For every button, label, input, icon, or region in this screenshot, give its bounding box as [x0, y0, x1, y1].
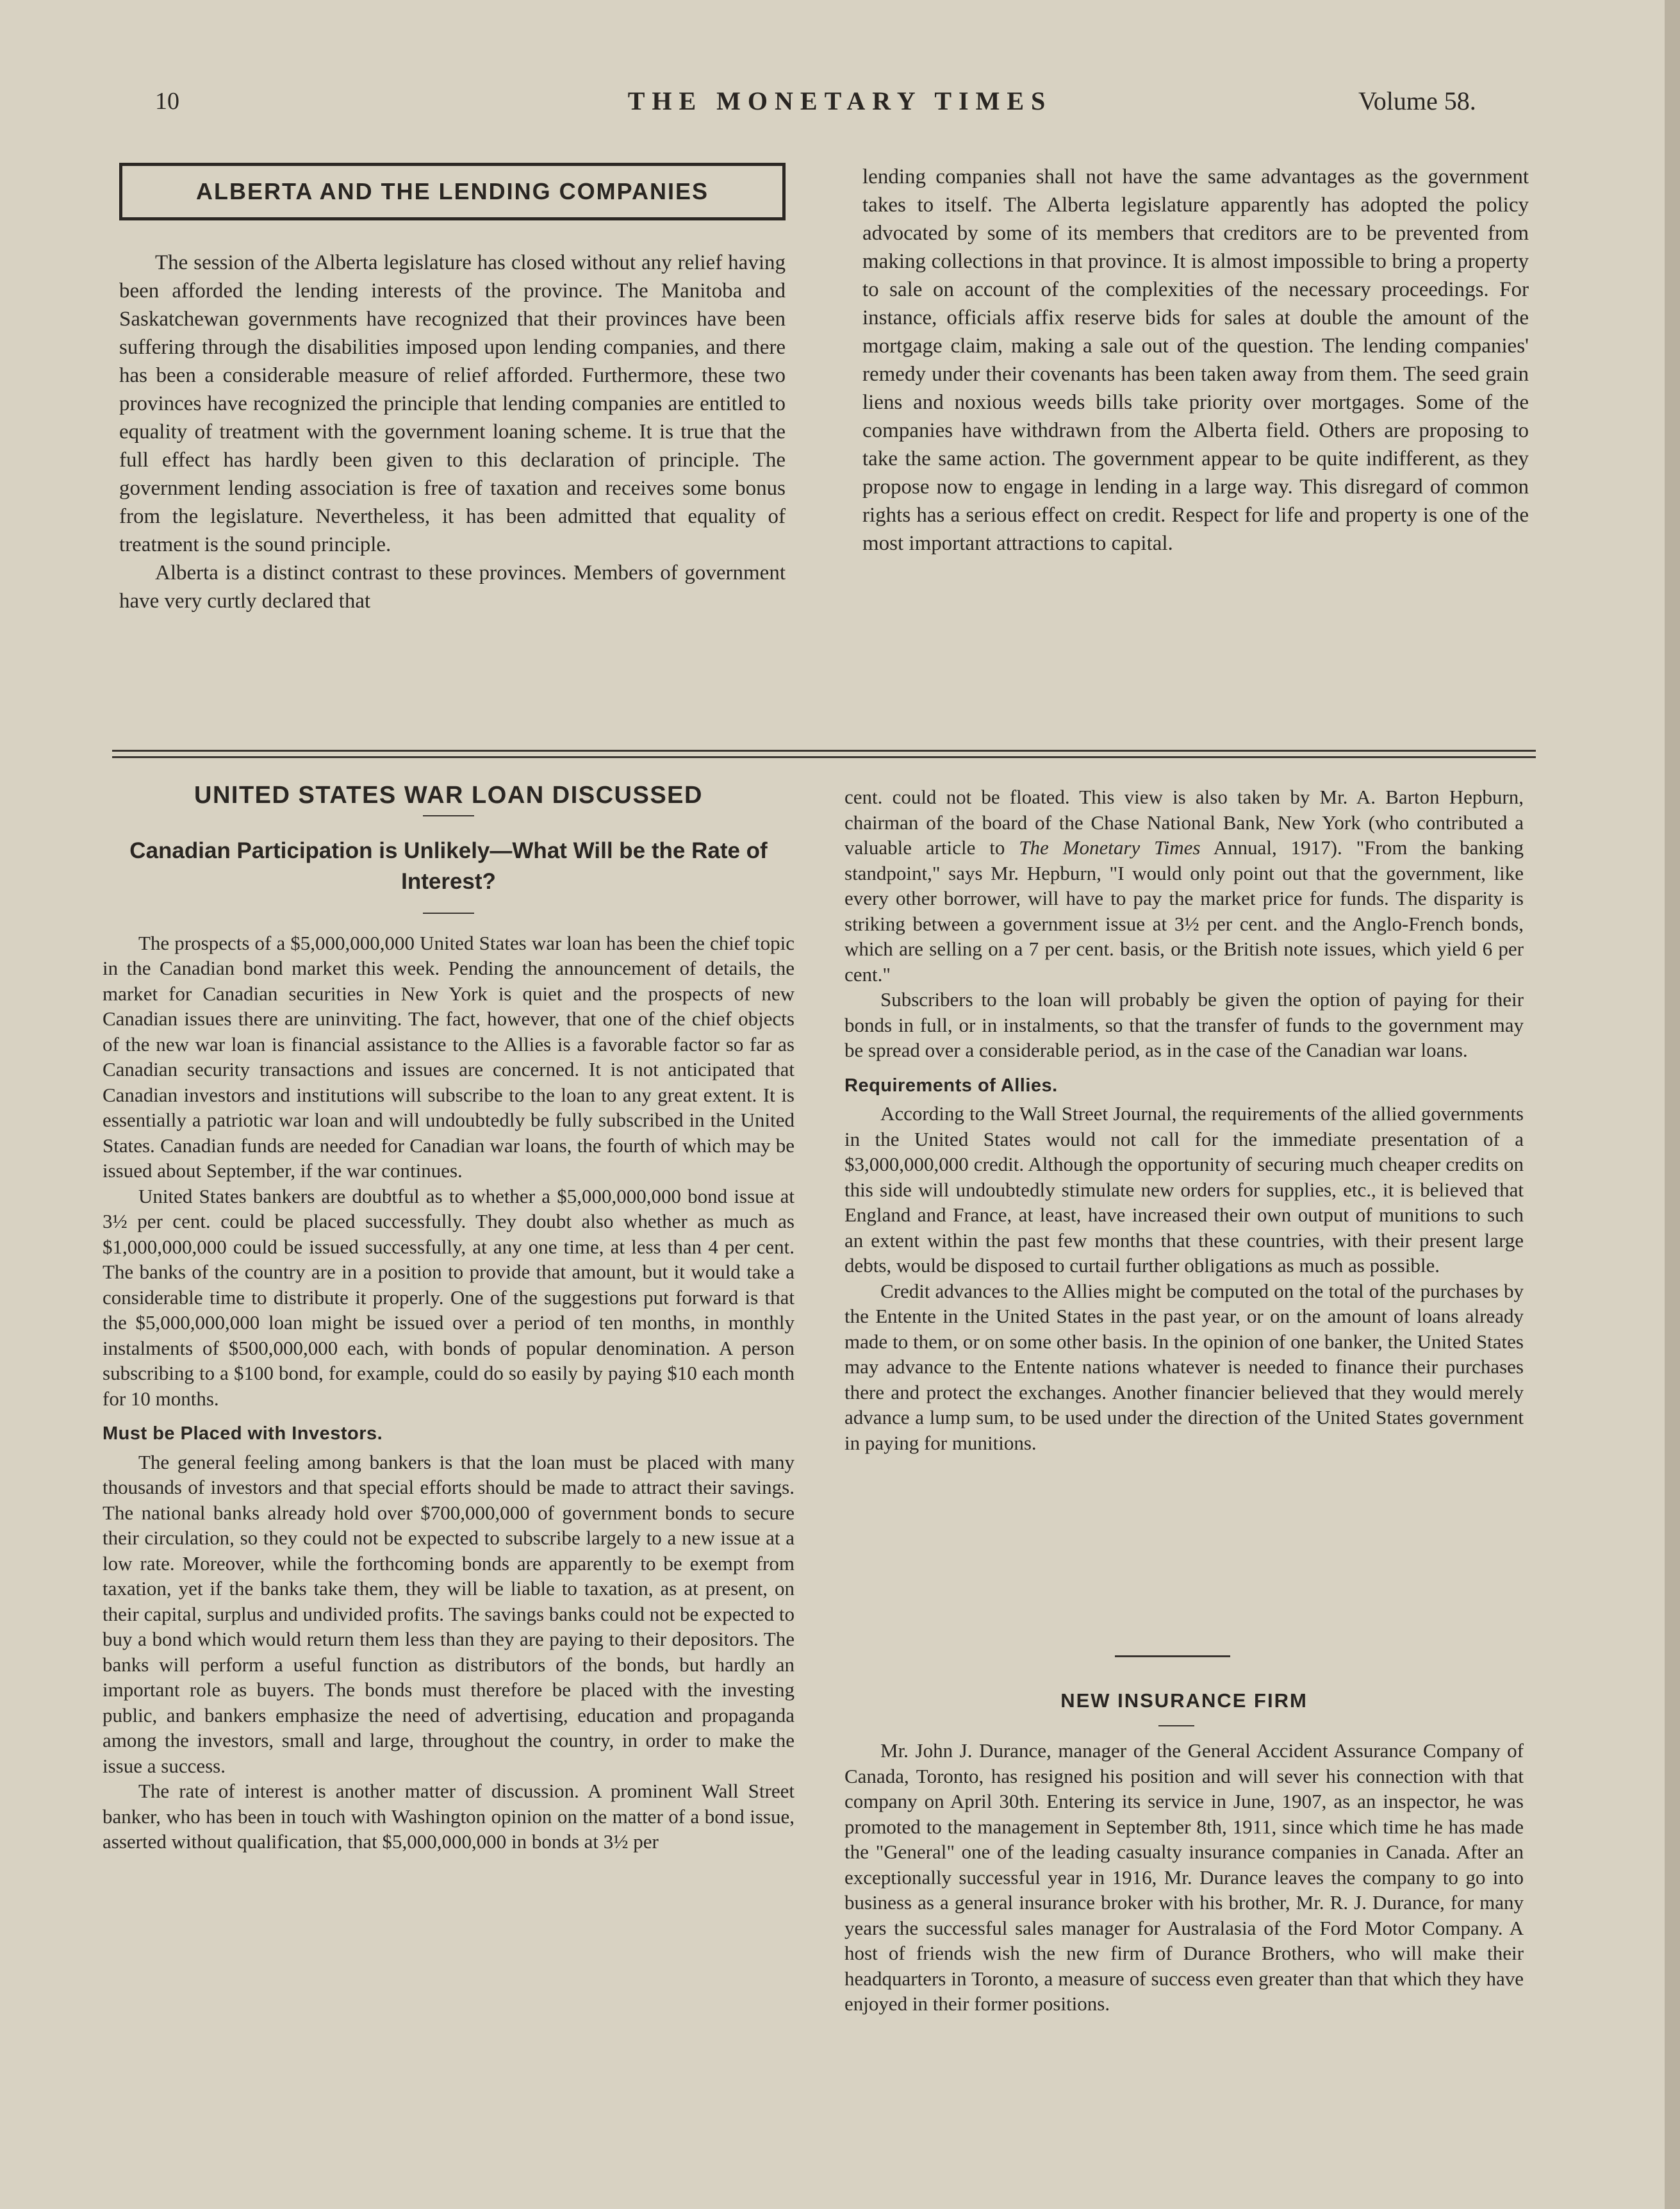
paragraph: The prospects of a $5,000,000,000 United States war loan has been the chief topic in the Canadian bond market this week. Pending the announcement of details, the market for Canadian securities in New York is quiet and the prospects of new Canadian issues there are uninviting. The fact, however, that one of the chief objects of the new war loan is financial assistance to the Allies is a favorable factor so far as Canadian security transactions and issues are concerned. It is not anticipated that Canadian investors and institutions will subscribe to the loan to any great extent. It is essentially a patriotic war loan and will undoubtedly be fully subscribed in the United States. Canadian funds are needed for Canadian war loans, the fourth of which may be issued about September, if the war continues. [103, 931, 795, 1182]
subhead-investors: Must be Placed with Investors. [103, 1423, 383, 1444]
paragraph: Credit advances to the Allies might be computed on the total of the purchases by the Entente in the United States in the past year, or on the amount of loans already made to them, or on some other basis. In the opinion of one banker, the United States may advance to the Entente nations whatever is needed to finance their purchases there and protect the exchanges. Another financier believed that they would merely advance a lump sum, to be used under the direction of the United States government in paying for munitions. [844, 1279, 1524, 1454]
paragraph [844, 784, 1524, 987]
page-number: 10 [155, 88, 179, 115]
divider [423, 815, 474, 816]
subhead-allies: Requirements of Allies. [844, 1075, 1058, 1096]
paragraph: Alberta is a distinct contrast to these provinces. Members of government have very curtly declared that [119, 561, 786, 613]
article-war-loan-right-column [844, 784, 1524, 1455]
text-run: Annual, 1917). "From the banking standpoint," says Mr. Hepburn, "I would only point out that the government, like every other borrower, will have to pay the market price for funds. The disparity is striking between a government issue at 3½ per cent. and the Anglo-French bonds, which are selling on a 7 per cent. basis, or the British note issues, which yield 6 per cent." [844, 836, 1524, 986]
page-edge [1665, 0, 1680, 2209]
section-divider [112, 756, 1536, 758]
journal-title: THE MONETARY TIMES [627, 87, 1053, 115]
publication-name: The Monetary Times [1019, 836, 1201, 859]
volume-label: Volume 58. [1358, 87, 1476, 115]
text-run: cent. could not be floated. This view is also taken by Mr. A. Barton Hepburn, chairman of the board of the Chase National Bank, New York (who contributed a valuable article to [844, 786, 1524, 859]
paragraph: The session of the Alberta legislature has closed without any relief having been afforded the lending interests of the province. The Manitoba and Saskatchewan governments have recognized that their provinces have been suffering through the disabilities imposed upon lending companies, and there has been a considerable measure of relief afforded. Furthermore, these two provinces have recognized the principle that lending companies are entitled to equality of treatment with the government loaning scheme. It is true that the full effect has hardly been given to this declaration of principle. The government lending association is free of taxation and receives some bonus from the legislature. Nevertheless, it has been admitted that equality of treatment is the sound principle. [119, 251, 786, 556]
article-alberta-title: ALBERTA AND THE LENDING COMPANIES [119, 163, 786, 220]
article-insurance-column [844, 1738, 1524, 2017]
paragraph: The rate of interest is another matter of discussion. A prominent Wall Street banker, who has been in touch with Washington opinion on the matter of a bond issue, asserted without qualification, that $5,000,000,000 in bonds at 3½ per [103, 1780, 795, 1853]
paragraph: Subscribers to the loan will probably be given the option of paying for their bonds in full, or in instalments, so that the transfer of funds to the government may be spread over a considerable period, as in the case of the Canadian war loans. [844, 988, 1524, 1061]
paragraph: The general feeling among bankers is that the loan must be placed with many thousands of investors and that special efforts should be made to attract their savings. The national banks already hold over $700,000,000 of government bonds to secure their circulation, so they could not be expected to subscribe largely to a new issue at a low rate. Moreover, while the forthcoming bonds are apparently to be exempt from taxation, yet if the banks take them, they will be liable to taxation, as at present, on their capital, surplus and undivided profits. The savings banks could not be expected to buy a bond which would return them less than they are paying to their depositors. The banks will perform a useful function as distributors of the bonds, but hardly an important role as buyers. The bonds must therefore be placed with the investing public, and bankers emphasize the need of advertising, education and propaganda among the investors, small and large, throughout the country, in order to make the issue a success. [103, 1450, 795, 1777]
article-war-loan-title: UNITED STATES WAR LOAN DISCUSSED [194, 782, 703, 809]
article-alberta-right-column [862, 163, 1529, 558]
section-divider [112, 750, 1536, 752]
article-war-loan-left-column [103, 783, 795, 1855]
divider [423, 913, 474, 914]
paragraph: lending companies shall not have the same advantages as the government takes to itself. The Alberta legislature apparently has adopted the policy advocated by some of its members that creditors are to be prevented from making collections in that province. It is almost impossible to bring a property to sale on account of the complexities of the necessary proceedings. For instance, officials affix reserve bids for sales at double the amount of the mortgage claim, making a sale out of the question. The lending companies' remedy under their covenants has been taken away from them. The seed grain liens and noxious weeds bills take priority over mortgages. Some of the companies have withdrawn from the Alberta field. Others are proposing to take the same action. The government appear to be quite indifferent, as they propose now to engage in lending in a large way. This disregard of common rights has a serious effect on credit. Respect for life and property is one of the most important attractions to capital. [862, 165, 1529, 555]
article-alberta-left-column [119, 249, 786, 615]
article-war-loan-subtitle: Canadian Participation is Unlikely—What Will be the Rate of Interest? [129, 838, 768, 894]
paragraph: According to the Wall Street Journal, the requirements of the allied governments in the United States would not call for the immediate presentation of a $3,000,000,000 credit. Although the opportunity of securing much cheaper credits on this side will undoubtedly stimulate new orders for supplies, etc., it is believed that England and France, at least, have increased their own output of munitions to such an extent within the past few months that these countries, with their present large debts, would be disposed to curtail further obligations as much as possible. [844, 1102, 1524, 1277]
divider [1158, 1725, 1194, 1726]
paragraph: United States bankers are doubtful as to whether a $5,000,000,000 bond issue at 3½ per cent. could be placed successfully. They doubt also whether as much as $1,000,000,000 could be issued successfully, at any one time, at less than 4 per cent. The banks of the country are in a position to provide that amount, but it would take a considerable time to distribute it properly. One of the suggestions put forward is that the $5,000,000,000 loan might be issued over a period of ten months, in monthly instalments of $500,000,000 each, with bonds of popular denomination. A person subscribing to a $100 bond, for example, could do so easily by paying $10 each month for 10 months. [103, 1184, 795, 1410]
article-insurance-title: NEW INSURANCE FIRM [1060, 1689, 1308, 1712]
paragraph: Mr. John J. Durance, manager of the General Accident Assurance Company of Canada, Toronto, has resigned his position and will sever his connection with that company on April 30th. Entering its service in June, 1907, as an inspector, he was promoted to the management in September 8th, 1911, since which time he has made the "General" one of the leading casualty insurance companies in Canada. After an exceptionally successful year in 1916, Mr. Durance leaves the company to go into business as a general insurance broker with his brother, Mr. R. J. Durance, for many years the successful sales manager for Australasia of the Ford Motor Company. A host of friends wish the new firm of Durance Brothers, who will make their headquarters in Toronto, a measure of success even greater than that which they have enjoyed in their former positions. [844, 1739, 1524, 2015]
section-divider [1115, 1655, 1230, 1657]
